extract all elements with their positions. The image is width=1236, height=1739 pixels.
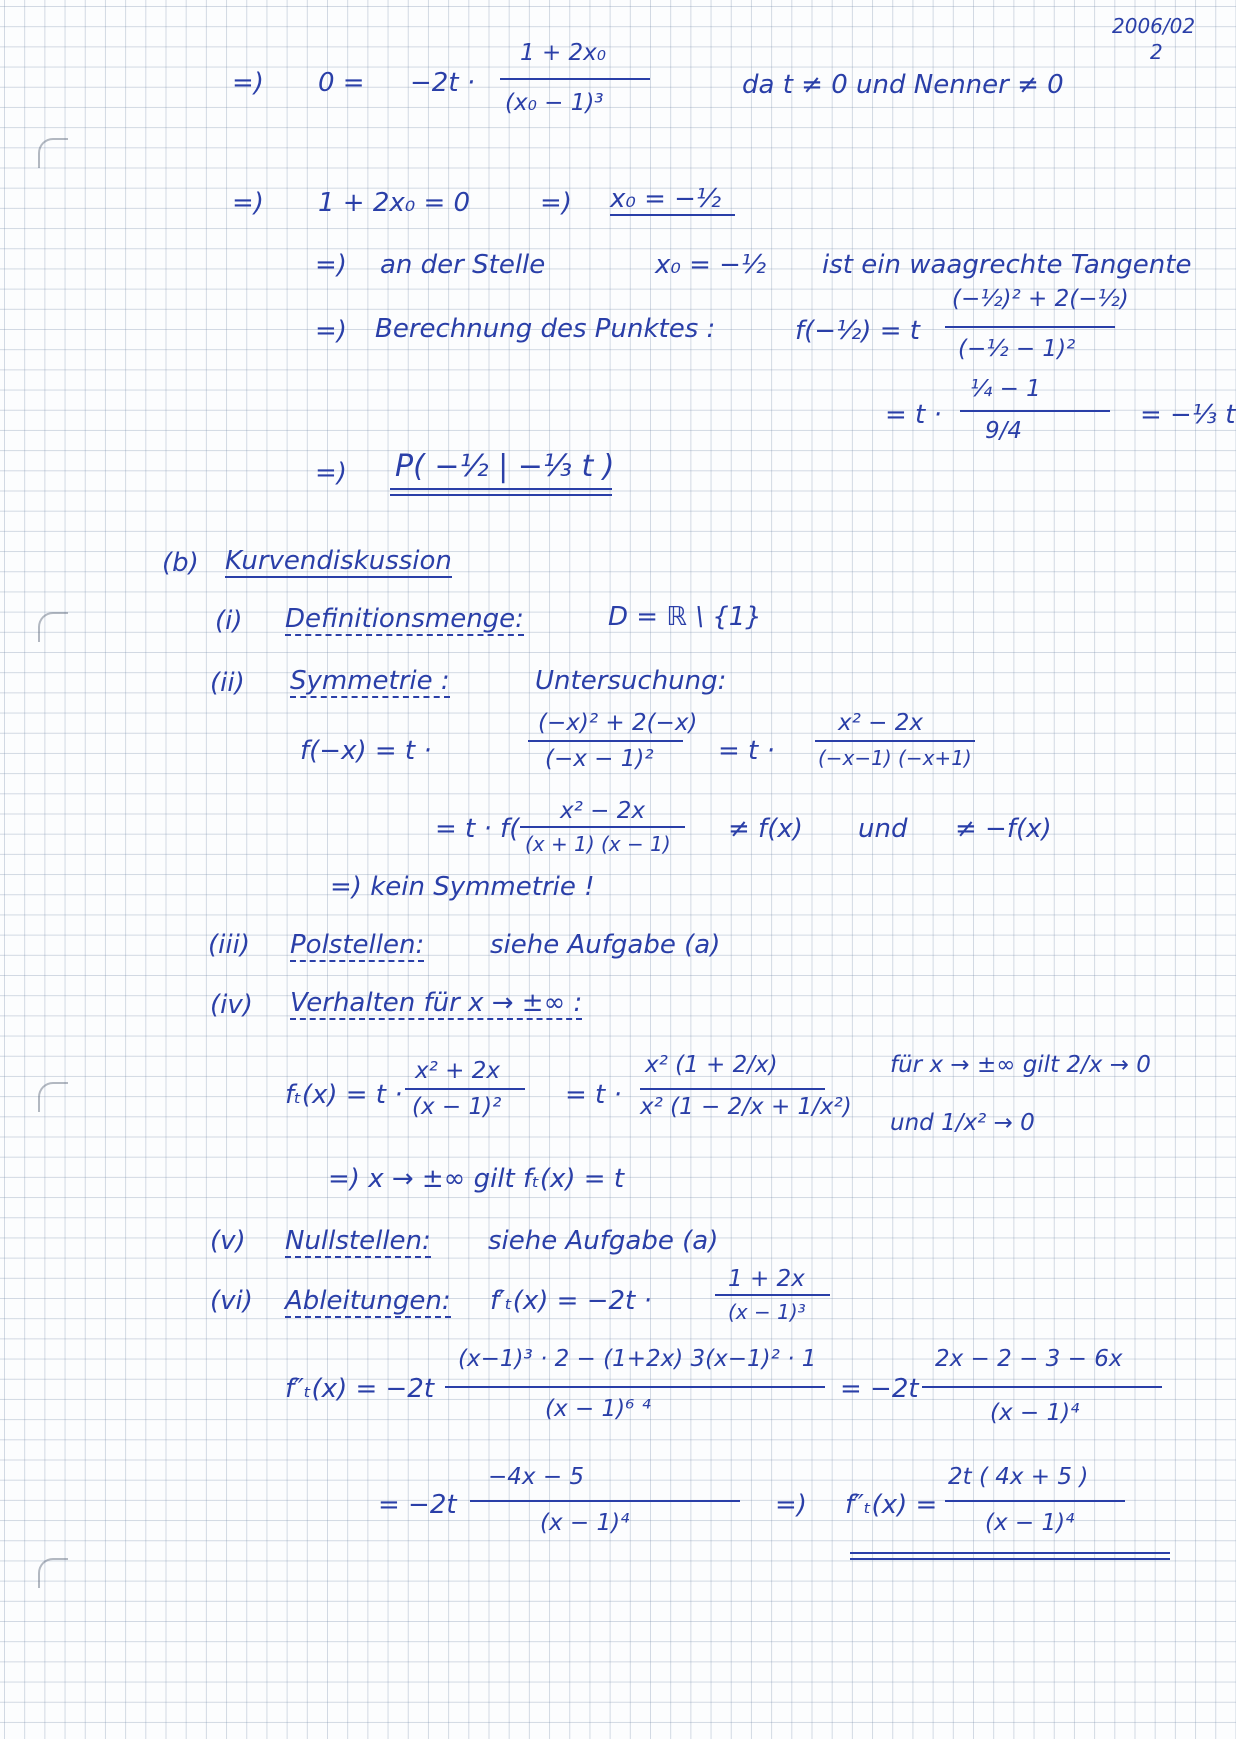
limit-note: für x → ±∞ gilt 2/x → 0: [890, 1052, 1151, 1078]
equation-step: = −2t: [840, 1374, 919, 1404]
condition-note: da t ≠ 0 und Nenner ≠ 0: [742, 70, 1064, 100]
item-title: Ableitungen:: [285, 1286, 451, 1316]
equation-step: = t ·: [565, 1080, 622, 1110]
statement-rest: ist ein waagrechte Tangente: [822, 250, 1192, 280]
equation: 1 + 2x₀ = 0: [318, 188, 471, 218]
item-title: Definitionsmenge:: [285, 604, 524, 634]
double-underline: [390, 488, 612, 496]
fraction-numerator: −4x − 5: [488, 1464, 585, 1490]
fraction-denominator: (x − 1)³: [728, 1300, 806, 1324]
limit-note: und 1/x² → 0: [890, 1110, 1035, 1136]
fraction-denominator: (x − 1)⁶ ⁴: [545, 1396, 651, 1422]
fraction-denominator: (−x − 1)²: [545, 746, 654, 772]
fraction-denominator: (x − 1)⁴: [990, 1400, 1080, 1426]
fraction-bar: [470, 1500, 740, 1502]
fraction-numerator: 1 + 2x₀: [520, 40, 606, 66]
item-title: Symmetrie :: [290, 666, 450, 696]
fraction-denominator: (−x−1) (−x+1): [818, 746, 972, 770]
fraction-denominator: (−½ − 1)²: [958, 336, 1076, 362]
equation-lhs: f(−x) = t ·: [300, 736, 432, 766]
punch-hole: [38, 1558, 68, 1588]
section-title: Kurvendiskussion: [225, 546, 452, 576]
item-text: siehe Aufgabe (a): [488, 1226, 719, 1256]
result-point: P( −½ | −⅓ t ): [395, 449, 615, 484]
item-number: (i): [215, 606, 243, 636]
fraction-numerator: 1 + 2x: [728, 1266, 805, 1292]
function-value-lhs: f(−½) = t: [795, 316, 920, 346]
fraction-denominator: 9/4: [985, 418, 1023, 444]
equation-step: = t ·: [718, 736, 775, 766]
fraction-denominator: (x₀ − 1)³: [505, 90, 604, 116]
derivative-lhs: f′ₜ(x) = −2t ·: [490, 1286, 652, 1316]
fraction-bar: [520, 826, 685, 828]
result: = −⅓ t: [1140, 400, 1236, 430]
final-derivative-lhs: f″ₜ(x) =: [845, 1490, 938, 1520]
fraction-denominator: (x − 1)⁴: [985, 1510, 1075, 1536]
inequality: ≠ −f(x): [955, 814, 1052, 844]
fraction-numerator: (−x)² + 2(−x): [538, 710, 698, 736]
fraction-bar: [922, 1386, 1162, 1388]
fraction-numerator: x² + 2x: [415, 1058, 500, 1084]
fraction-denominator: (x − 1)²: [412, 1094, 502, 1120]
header-page-number: 2: [1150, 40, 1163, 64]
fraction-bar: [945, 1500, 1125, 1502]
fraction-numerator: 2t ( 4x + 5 ): [948, 1464, 1089, 1490]
arrow: =): [232, 188, 264, 218]
punch-hole: [38, 1082, 68, 1112]
item-title: Verhalten für x → ±∞ :: [290, 988, 583, 1018]
fraction-numerator: x² − 2x: [838, 710, 923, 736]
fraction-denominator: (x − 1)⁴: [540, 1510, 630, 1536]
item-title: Polstellen:: [290, 930, 425, 960]
fraction-bar: [528, 740, 683, 742]
conclusion: =) x → ±∞ gilt fₜ(x) = t: [328, 1164, 625, 1194]
domain-value: D = ℝ \ {1}: [608, 602, 762, 632]
fraction-denominator: (x + 1) (x − 1): [525, 832, 671, 856]
statement-text: an der Stelle: [380, 250, 546, 280]
item-text: siehe Aufgabe (a): [490, 930, 721, 960]
equation-step: = −2t: [378, 1490, 457, 1520]
equation-factor: −2t ·: [410, 68, 476, 98]
conjunction: und: [858, 814, 908, 844]
item-title: Nullstellen:: [285, 1226, 431, 1256]
fraction-bar: [445, 1386, 825, 1388]
conclusion: =) kein Symmetrie !: [330, 872, 595, 902]
fraction-bar: [405, 1088, 525, 1090]
item-note: Untersuchung:: [535, 666, 727, 696]
punch-hole: [38, 138, 68, 168]
arrow: =): [315, 458, 347, 488]
derivative-lhs: f″ₜ(x) = −2t: [285, 1374, 435, 1404]
fraction-denominator: x² (1 − 2/x + 1/x²): [640, 1094, 852, 1120]
fraction-numerator: (−½)² + 2(−½): [952, 286, 1129, 312]
fraction-numerator: x² − 2x: [560, 798, 645, 824]
equation-lhs: = t ·: [885, 400, 942, 430]
result-x0: x₀ = −½: [610, 186, 735, 216]
arrow: =): [315, 316, 347, 346]
punch-hole: [38, 612, 68, 642]
equation-lhs: 0 =: [318, 68, 365, 98]
statement-value: x₀ = −½: [655, 250, 767, 280]
fraction-bar: [715, 1294, 830, 1296]
arrow: =): [540, 188, 572, 218]
inequality: ≠ f(x): [728, 814, 803, 844]
fraction-numerator: 2x − 2 − 3 − 6x: [935, 1346, 1123, 1372]
section-label: (b): [162, 548, 199, 578]
item-number: (vi): [210, 1286, 253, 1316]
fraction-bar: [945, 326, 1115, 328]
arrow: =): [775, 1490, 807, 1520]
item-number: (v): [210, 1226, 246, 1256]
equation-lhs: fₜ(x) = t ·: [285, 1080, 403, 1110]
equation-step: = t · f(: [435, 814, 520, 844]
fraction-numerator: (x−1)³ · 2 − (1+2x) 3(x−1)² · 1: [458, 1346, 817, 1372]
fraction-bar: [815, 740, 975, 742]
statement-text: Berechnung des Punktes :: [375, 314, 716, 344]
item-number: (iii): [208, 930, 250, 960]
double-underline: [850, 1552, 1170, 1560]
fraction-bar: [640, 1088, 825, 1090]
item-number: (ii): [210, 668, 245, 698]
fraction-numerator: ¼ − 1: [970, 376, 1041, 402]
item-number: (iv): [210, 990, 253, 1020]
arrow: =): [232, 68, 264, 98]
header-date: 2006/02: [1112, 14, 1196, 38]
fraction-bar: [960, 410, 1110, 412]
fraction-numerator: x² (1 + 2/x): [645, 1052, 778, 1078]
arrow: =): [315, 250, 347, 280]
fraction-bar: [500, 78, 650, 80]
